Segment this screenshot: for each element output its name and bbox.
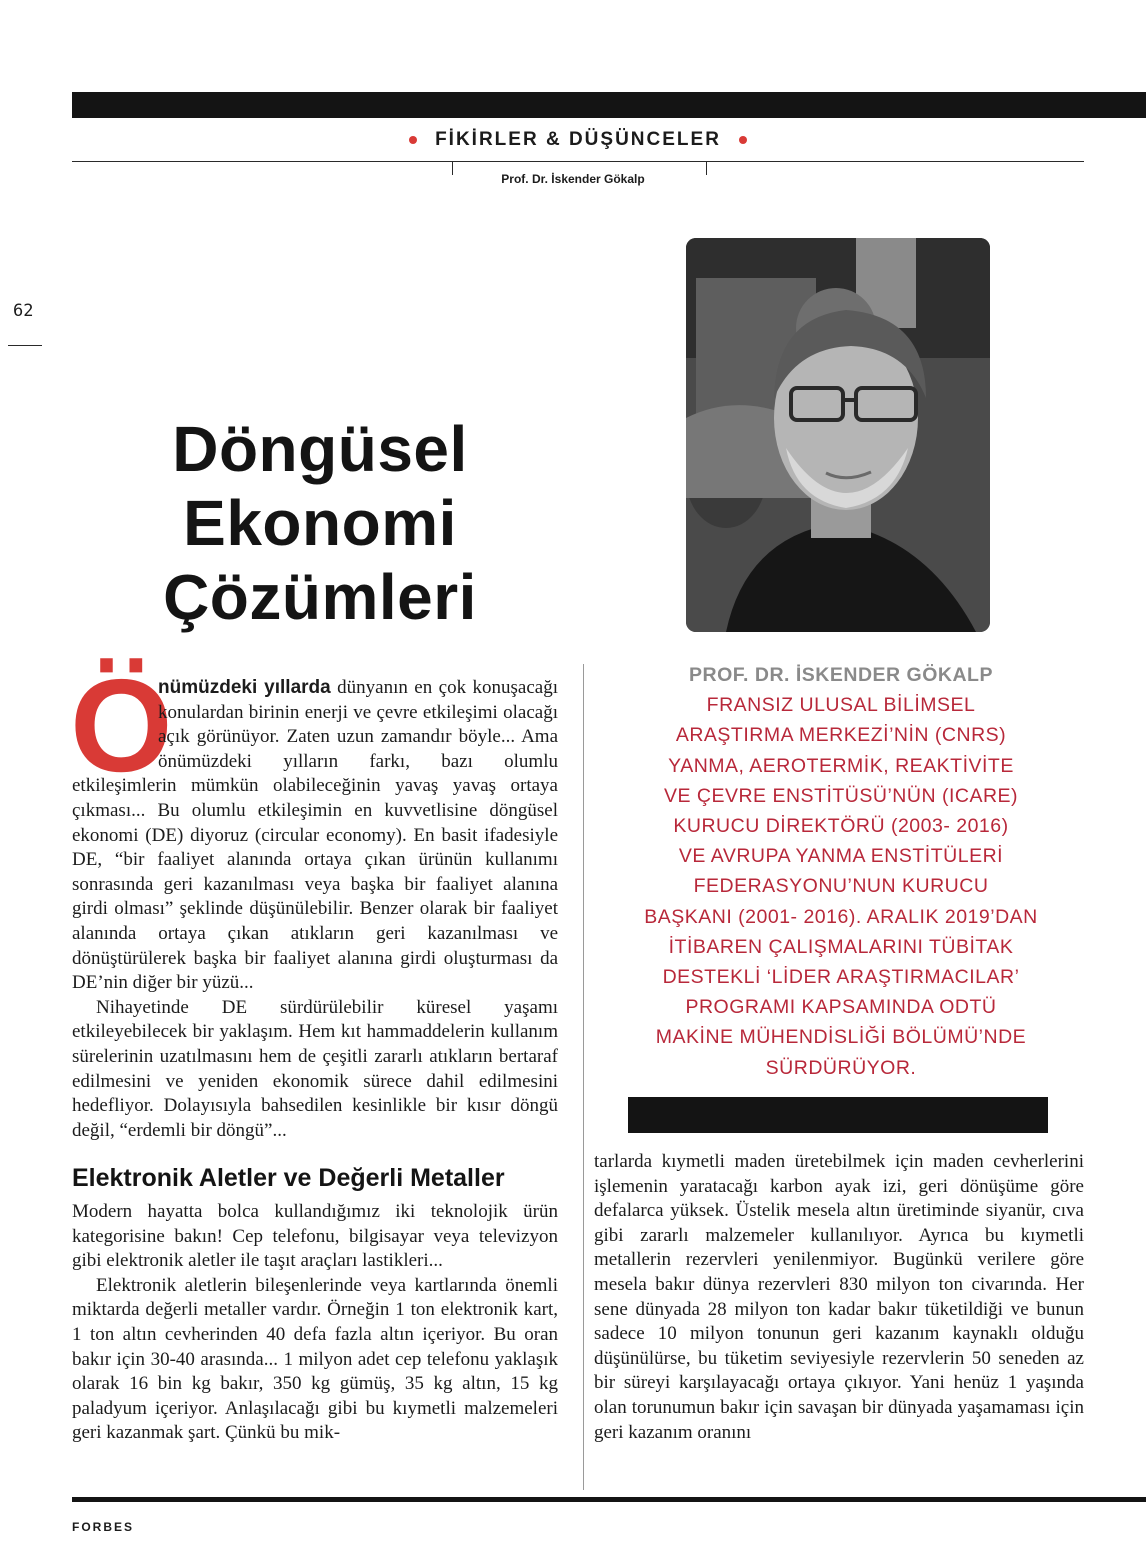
article-column-left-bottom xyxy=(72,1200,558,1446)
header-rule xyxy=(72,161,1084,162)
column-divider xyxy=(583,664,584,1490)
top-black-bar xyxy=(72,92,1146,118)
bullet-dot-right-icon xyxy=(739,136,747,144)
article-column-left-top xyxy=(72,676,558,1143)
section-header xyxy=(72,124,1084,156)
article-title xyxy=(120,412,520,634)
title-line-2: Ekonomi xyxy=(183,487,457,559)
title-line-3: Çözümleri xyxy=(163,561,477,633)
header-tick-right xyxy=(706,161,707,175)
bio-black-bar xyxy=(628,1097,1048,1133)
subheading: Elektronik Aletler ve Değerli Metaller xyxy=(72,1164,505,1192)
section-title: FİKİRLER & DÜŞÜNCELER xyxy=(435,129,721,150)
paragraph-5: tarlarda kıymetli maden üretebilmek için maden cevherlerini işlemenin yaratacağı karbon ayak izi, geri dönüşüme göre defalarca yüksek. Üstelik mesela altın üretiminde siyanür, cıva gibi zararlı malzemeler kullanılıyor. Ayrıca bu kıymetli metallerin rezervleri yenilenmiyor. Bugünkü verilere göre mesela bakır dünya rezervleri 830 milyon ton civarında. Her sene dünyada 28 milyon ton kadar bakır tüketildiği ve bunun sadece 10 milyon tonunun geri kazanım kaynaklı olduğu düşünülürse, bu tüketim seviyesiyle rezervlerin 50 seneden az bir süreyi karşılayacağı ortaya çıkıyor. Yani henüz 1 yaşında olan torunumun bakır için savaşan bir dünyada yaşamaması için geri kazanım oranını xyxy=(594,1151,1084,1443)
footer-rule xyxy=(72,1497,1146,1502)
page-number: 62 xyxy=(13,301,34,321)
paragraph-1-text: dünyanın en çok konuşacağı konulardan birinin enerji ve çevre etkileşimi olacağı açık görünüyor. Zaten uzun zamandır böyle... Ama önümüzdeki yılların farkı, bazı olumlu etkileşimlerin mümkün olabileceğinin yavaş yavaş ortaya çıkması... Bu olumlu etkileşimin en kuvvetlisine döngüsel ekonomi (DE) diyoruz (circular economy). En basit ifadesiyle DE, “bir faaliyet alanında ortaya çıkan ürünün kullanımı sonrasında geri kazanılması veya başka bir faaliyet alanına girdi olması” şeklinde düşünülebilir. Benzer olarak bir faaliyet alanında ortaya çıkan atıkların geri kazanılması ve dönüştürülerek başka bir faaliyet alanına girdi oluşturması da DE’nin diğer bir yüzü... xyxy=(72,677,558,994)
drop-cap-spacer xyxy=(72,676,158,774)
lead-in: nümüzdeki yıllarda xyxy=(158,677,331,698)
author-byline: Prof. Dr. İskender Gökalp xyxy=(501,172,645,186)
title-line-1: Döngüsel xyxy=(172,413,468,485)
paragraph-4: Elektronik aletlerin bileşenlerinde veya kartlarında önemli miktarda değerli metaller vardır. Örneğin 1 ton elektronik kart, 1 ton altın cevherinden 40 defa fazla altın içeriyor. Bu oran bakır için 30-40 arasında... 1 milyon adet cep telefonu yaklaşık olarak 16 bin kg bakır, 350 kg gümüş, 35 kg altın, 15 kg paladyum içeriyor. Anlaşılacağı gibi bu kıymetli malzemeleri geri kazanmak şart. Çünkü bu mik- xyxy=(72,1274,558,1444)
bio-text: FRANSIZ ULUSAL BİLİMSEL ARAŞTIRMA MERKEZİ’NİN (CNRS) YANMA, AEROTERMİK, REAKTİVİTE VE ÇEVRE ENSTİTÜSÜ’NÜN (ICARE) KURUCU DİREKTÖRÜ (2003- 2016) VE AVRUPA YANMA ENSTİTÜLERİ FEDERASYONU’NUN KURUCU BAŞKANI (2001- 2016). ARALIK 2019’DAN İTİBAREN ÇALIŞMALARINI TÜBİTAK DESTEKLİ ‘LİDER ARAŞTIRMACILAR’ PROGRAMI KAPSAMINDA ODTÜ MAKİNE MÜHENDİSLİĞİ BÖLÜMÜ’NDE SÜRDÜRÜYOR. xyxy=(644,694,1038,1079)
drop-cap: Ö xyxy=(70,652,173,799)
author-bio xyxy=(618,660,1064,1083)
page-number-rule xyxy=(8,345,42,346)
paragraph-2: Nihayetinde DE sürdürülebilir küresel yaşamı etkileyebilecek bir yaklaşım. Hem kıt hammaddelerin kullanım sürelerinin uzatılmasını hem de çeşitli zararlı atıkların bertaraf edilmesini ve yeniden ekonomik sürece dahil edilmesini hedefliyor. Dolayısıyla bahsedilen kesinlikle bir kısır döngü değil, “erdemli bir döngü”... xyxy=(72,996,558,1141)
paragraph-1 xyxy=(72,676,558,996)
article-column-right-bottom xyxy=(594,1150,1084,1445)
portrait-illustration xyxy=(686,238,990,632)
bullet-dot-left-icon xyxy=(409,136,417,144)
paragraph-3: Modern hayatta bolca kullandığımız iki teknolojik ürün kategorisine bakın! Cep telefonu, bilgisayar veya televizyon gibi elektronik aletler ile taşıt araçları lastikleri... xyxy=(72,1201,558,1272)
bio-name: PROF. DR. İSKENDER GÖKALP xyxy=(689,664,993,686)
footer-magazine-name: FORBES xyxy=(72,1520,135,1534)
author-portrait-photo xyxy=(686,238,990,632)
